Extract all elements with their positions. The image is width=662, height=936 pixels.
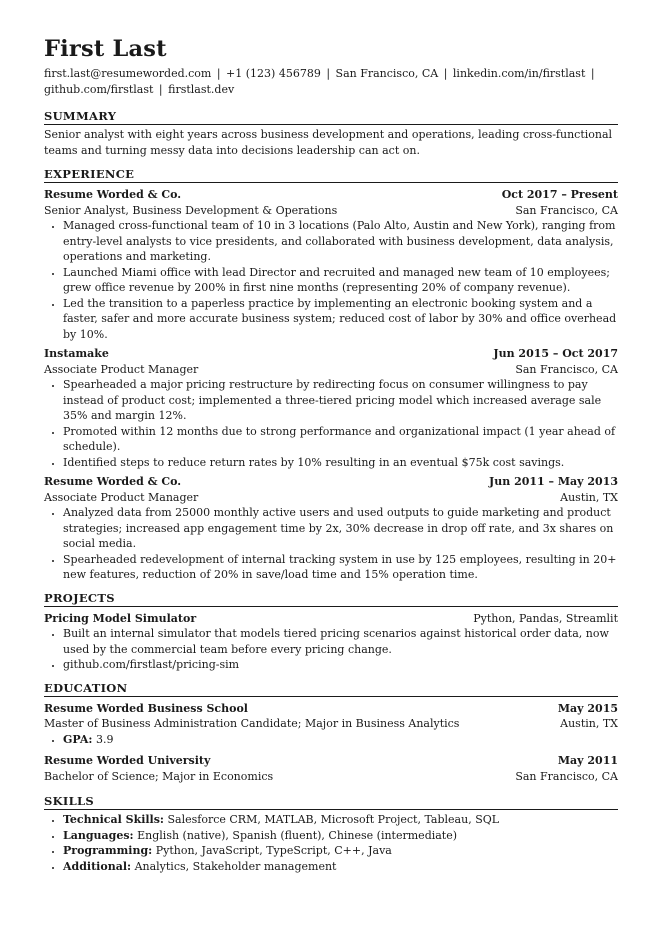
skill-value: English (native), Spanish (fluent), Chinese (intermediate) [137,828,458,842]
school-name: Resume Worded Business School [44,701,248,715]
list-item [63,843,618,859]
list-item: • Analyzed data from 25000 monthly active users and used outputs to guide marketing and product strategies; increased app engagement time by 2x, 30% decrease in drop off rate, and 3x shares on social media. [63,505,618,552]
contact-location: San Francisco, CA [335,67,439,80]
list-item: • Launched Miami office with lead Director and recruited and managed new team of 10 employees; grew office revenue by 200% in first nine months (representing 20% of company revenue). [63,265,618,296]
project-link[interactable]: • github.com/firstlast/pricing-sim [63,657,618,673]
job-location: San Francisco, CA [515,203,618,217]
school-location: San Francisco, CA [515,769,618,783]
section-title-projects: PROJECTS [44,591,618,607]
list-item [63,828,618,844]
company-name: Instamake [44,347,109,360]
skill-label: Technical Skills: [63,813,164,826]
list-item [63,732,618,748]
company-name: Resume Worded & Co. [44,475,182,488]
list-item [63,812,618,828]
skill-value: Analytics, Stakeholder management [134,859,337,873]
graduation-date: May 2015 [557,701,618,715]
skill-value: Python, JavaScript, TypeScript, C++, Java [155,844,392,857]
degree: Bachelor of Science; Major in Economics [44,769,274,783]
degree: Master of Business Administration Candidate; Major in Business Analytics [44,717,460,730]
section-title-experience: EXPERIENCE [44,167,618,183]
list-item: • Spearheaded redevelopment of internal tracking system in use by 125 employees, resulting in 20+ new features, reduction of 20% in save/load time and 15% operation time. [63,552,618,583]
graduation-date: May 2011 [557,754,618,767]
summary-section [44,109,618,159]
project-bullets [44,626,618,673]
school-name: Resume Worded University [44,754,211,767]
education-section [44,681,618,785]
experience-entry [44,187,618,342]
contact-linkedin[interactable]: linkedin.com/in/firstlast [452,67,586,80]
job-role: Senior Analyst, Business Development & Operations [44,203,338,217]
project-tech: Python, Pandas, Streamlit [473,611,618,625]
school-location: Austin, TX [560,717,618,730]
list-item [63,859,618,875]
contact-line: first.last@resumeworded.com | +1 (123) 456789 | San Francisco, CA | linkedin.com/in/firstlast | github.com/firstlast | firstlast.dev [44,67,595,96]
candidate-name: First Last [44,36,167,62]
job-bullets [44,218,618,342]
skills-list [44,812,618,874]
job-role: Associate Product Manager [44,362,199,376]
skill-value: Salesforce CRM, MATLAB, Microsoft Project, Tableau, SQL [167,813,500,826]
section-title-skills: SKILLS [44,794,618,810]
list-item: • Built an internal simulator that models tiered pricing scenarios against historical order data, now used by the commercial team before every pricing change. [63,626,618,657]
education-bullets [44,732,618,748]
company-name: Resume Worded & Co. [44,188,182,201]
gpa-value: 3.9 [95,732,114,746]
job-bullets [44,377,618,470]
section-title-education: EDUCATION [44,681,618,697]
job-location: Austin, TX [560,490,618,504]
job-location: San Francisco, CA [515,362,618,376]
contact-email[interactable]: first.last@resumeworded.com [44,67,212,80]
summary-text: Senior analyst with eight years across business development and operations, leading cross-functional teams and turning messy data into decisions leadership can act on. [44,128,613,157]
job-bullets [44,505,618,583]
resume-page [44,36,618,874]
list-item: • Spearheaded a major pricing restructure by redirecting focus on consumer willingness to pay instead of product cost; implemented a three-tiered pricing model which increased average sale 35% and margin 12%. [63,377,618,424]
contact-github[interactable]: github.com/firstlast [44,82,154,96]
experience-entry [44,346,618,470]
job-role: Associate Product Manager [44,490,199,504]
list-item: • Managed cross-functional team of 10 in 3 locations (Palo Alto, Austin and New York), ranging from entry-level analysts to vice presidents, and collaborated with business development, data analysis, operations and marketing. [63,218,618,265]
list-item: • Promoted within 12 months due to strong performance and organizational impact (1 year ahead of schedule). [63,424,618,455]
job-dates: Jun 2015 – Oct 2017 [493,347,618,360]
experience-entry [44,474,618,583]
section-title-summary: SUMMARY [44,109,618,125]
skill-label: Programming: [63,844,153,857]
gpa-label: GPA: [63,732,93,746]
education-entry [44,701,618,748]
project-name: Pricing Model Simulator [44,611,197,625]
job-dates: Jun 2011 – May 2013 [489,475,618,488]
skills-section [44,794,618,874]
education-entry [44,753,618,784]
projects-section [44,591,618,673]
skill-label: Languages: [63,828,134,842]
experience-section [44,167,618,583]
contact-website[interactable]: firstlast.dev [168,82,235,96]
job-dates: Oct 2017 – Present [501,188,618,201]
skill-label: Additional: [63,859,132,873]
list-item: • Identified steps to reduce return rates by 10% resulting in an eventual $75k cost savings. [63,455,618,471]
list-item: • Led the transition to a paperless practice by implementing an electronic booking system and a faster, safer and more accurate business system; reduced cost of labor by 30% and office overhead by 10%. [63,296,618,343]
contact-phone[interactable]: +1 (123) 456789 [226,67,321,80]
project-entry [44,611,618,673]
